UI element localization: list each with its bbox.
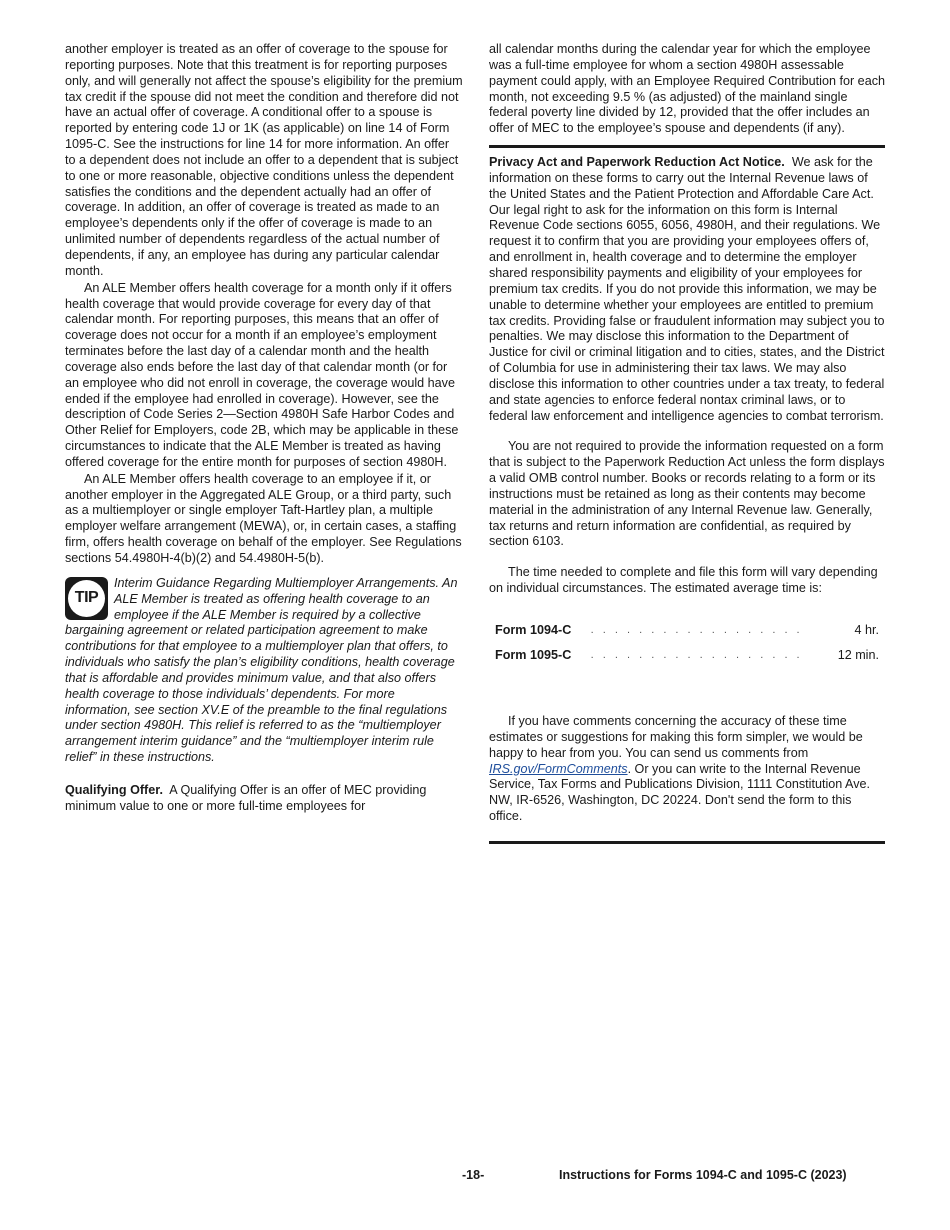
table-row — [489, 618, 885, 643]
qualifying-offer-paragraph — [65, 783, 463, 815]
left-column — [65, 42, 463, 815]
form-comments-link[interactable]: IRS.gov/FormComments — [489, 761, 628, 776]
page-number: -18- — [462, 1168, 485, 1182]
end-divider — [489, 841, 885, 844]
qualifying-offer-text: A Qualifying Offer is an offer of MEC providing minimum value to one or more full-time employees for — [65, 782, 427, 813]
comments-text-after: . Or you can write to the Internal Revenue Service, Tax Forms and Publications Division, 1111 Constitution Ave. NW, IR-6526, Washington, DC 20224. Don't send the form to this office. — [489, 761, 871, 824]
tip-callout — [65, 576, 463, 766]
right-column — [489, 42, 885, 844]
time-value: 4 hr. — [854, 622, 879, 637]
comments-text-before: If you have comments concerning the accuracy of these time estimates or suggestions for making this form simpler, we would be happy to hear from you. You can send us comments from — [489, 714, 863, 760]
leader-dots: . . . . . . . . . . . . . . . . . . — [590, 623, 803, 636]
table-row — [489, 643, 885, 668]
time-value: 12 min. — [837, 647, 879, 662]
section-divider — [489, 145, 885, 148]
document-title: Instructions for Forms 1094-C and 1095-C (2023) — [559, 1168, 847, 1182]
privacy-notice-paragraph — [489, 155, 885, 424]
privacy-text: We ask for the information on these forms to carry out the Internal Revenue laws of the United States and the Patient Protection and Affordable Care Act. Our legal right to ask for the information on this form is Internal Revenue Code sections 6055, 6056, 4980H, and their regulations. We request it to confirm that you are providing your employees offers of, and enrollment in, health coverage and to determine the employer shared responsibility payments and eligibility of your employees for premium tax credits. If you do not provide this information, we may be unable to determine whether your employees are entitled to premium tax credits. Providing false or fraudulent information may subject you to penalties. We may disclose this information to the Department of Justice for civil or criminal litigation and to cities, states, and the District of Columbia for use in administering their tax laws. We may also disclose this information to other countries under a tax treaty, to federal and state agencies to enforce federal nontax criminal laws, or to federal law enforcement and intelligence agencies to combat terrorism. — [489, 155, 885, 423]
form-name: Form 1095-C — [495, 647, 572, 662]
qualifying-offer-heading: Qualifying Offer. — [65, 782, 163, 797]
tip-text: Interim Guidance Regarding Multiemployer Arrangements. An ALE Member is treated as offering health coverage to an employee if the ALE Member is required by a collective bargaining agreement or related participation agreement to make contributions for that employee to a multiemployer plan that offers, to individuals who satisfy the plan’s eligibility conditions, health coverage that is affordable and provides minimum value, and that also offers health coverage to those individuals’ dependents. For more information, see section XV.E of the preamble to the final regulations under section 4980H. This relief is referred to as the “multiemployer arrangement interim guidance” and the “multiemployer interim rule relief” in these instructions. — [65, 575, 458, 765]
leader-dots: . . . . . . . . . . . . . . . . . . — [590, 648, 803, 661]
left-para-1: another employer is treated as an offer of coverage to the spouse for reporting purposes. Note that this treatment is for reporting purposes only, and will generally not affect the spouse’s eligibility for the premium tax credit if the spouse did not meet the condition and therefore did not have an actual offer of coverage. A conditional offer to a spouse is reported by entering code 1J or 1K (as applicable) on line 14 of Form 1095-C. See the instructions for line 14 for more information. An offer to a dependent does not include an offer to a dependent that is subject to one or more reasonable, objective conditions unless the dependent satisfies the conditions and the dependent actually had an offer of coverage. In addition, an offer of coverage is treated as made to an employee’s dependents only if the offer of coverage is made to an unlimited number of dependents regardless of the actual number of dependents, if any, an employee has during any particular calendar month. — [65, 42, 463, 278]
left-para-2: An ALE Member offers health coverage for a month only if it offers health coverage that would provide coverage for every day of that calendar month. For reporting purposes, this means that an offer of coverage does not occur for a month if an employee’s employment terminates before the last day of a calendar month and the health coverage also ends before the last day of that calendar month (or for an employee who did not enroll in coverage, the coverage would have ended if the employee had enrolled in coverage). However, see the description of Code Series 2—Section 4980H Safe Harbor Codes and Other Relief for Employers, code 2B, which may be applicable in these circumstances to indicate that the ALE Member is treated as having offered coverage for the entire month for purposes of section 4980H. — [65, 280, 459, 469]
not-required-paragraph: You are not required to provide the information requested on a form that is subject to the Paperwork Reduction Act unless the form displays a valid OMB control number. Books or records relating to a form or its instructions must be retained as long as their contents may become material in the administration of any Internal Revenue law. Generally, tax returns and return information are confidential, as required by section 6103. — [489, 439, 885, 549]
form-name: Form 1094-C — [495, 622, 572, 637]
time-estimate-table — [489, 618, 885, 668]
comments-paragraph — [489, 714, 885, 825]
privacy-heading: Privacy Act and Paperwork Reduction Act Notice. — [489, 155, 785, 170]
left-para-3: An ALE Member offers health coverage to an employee if it, or another employer in the Aggregated ALE Group, or a third party, such as a multiemployer or single employer Taft-Hartley plan, a multiple employer welfare arrangement (MEWA), or, in certain cases, a staffing firm, offers health coverage on behalf of the employer. See Regulations sections 54.4980H-4(b)(2) and 54.4980H-5(b). — [65, 471, 462, 565]
time-intro-paragraph: The time needed to complete and file this form will vary depending on individual circumstances. The estimated average time is: — [489, 565, 878, 596]
tip-label: TIP — [68, 580, 105, 617]
right-continuation: all calendar months during the calendar year for which the employee was a full-time employee for whom a section 4980H assessable payment could apply, with an Employee Required Contribution for each month, not exceeding 9.5 % (as adjusted) of the mainland single federal poverty line divided by 12, provided that the offer includes an offer of MEC to the employee’s spouse and dependents (if any). — [489, 42, 885, 136]
tip-icon — [65, 577, 108, 620]
